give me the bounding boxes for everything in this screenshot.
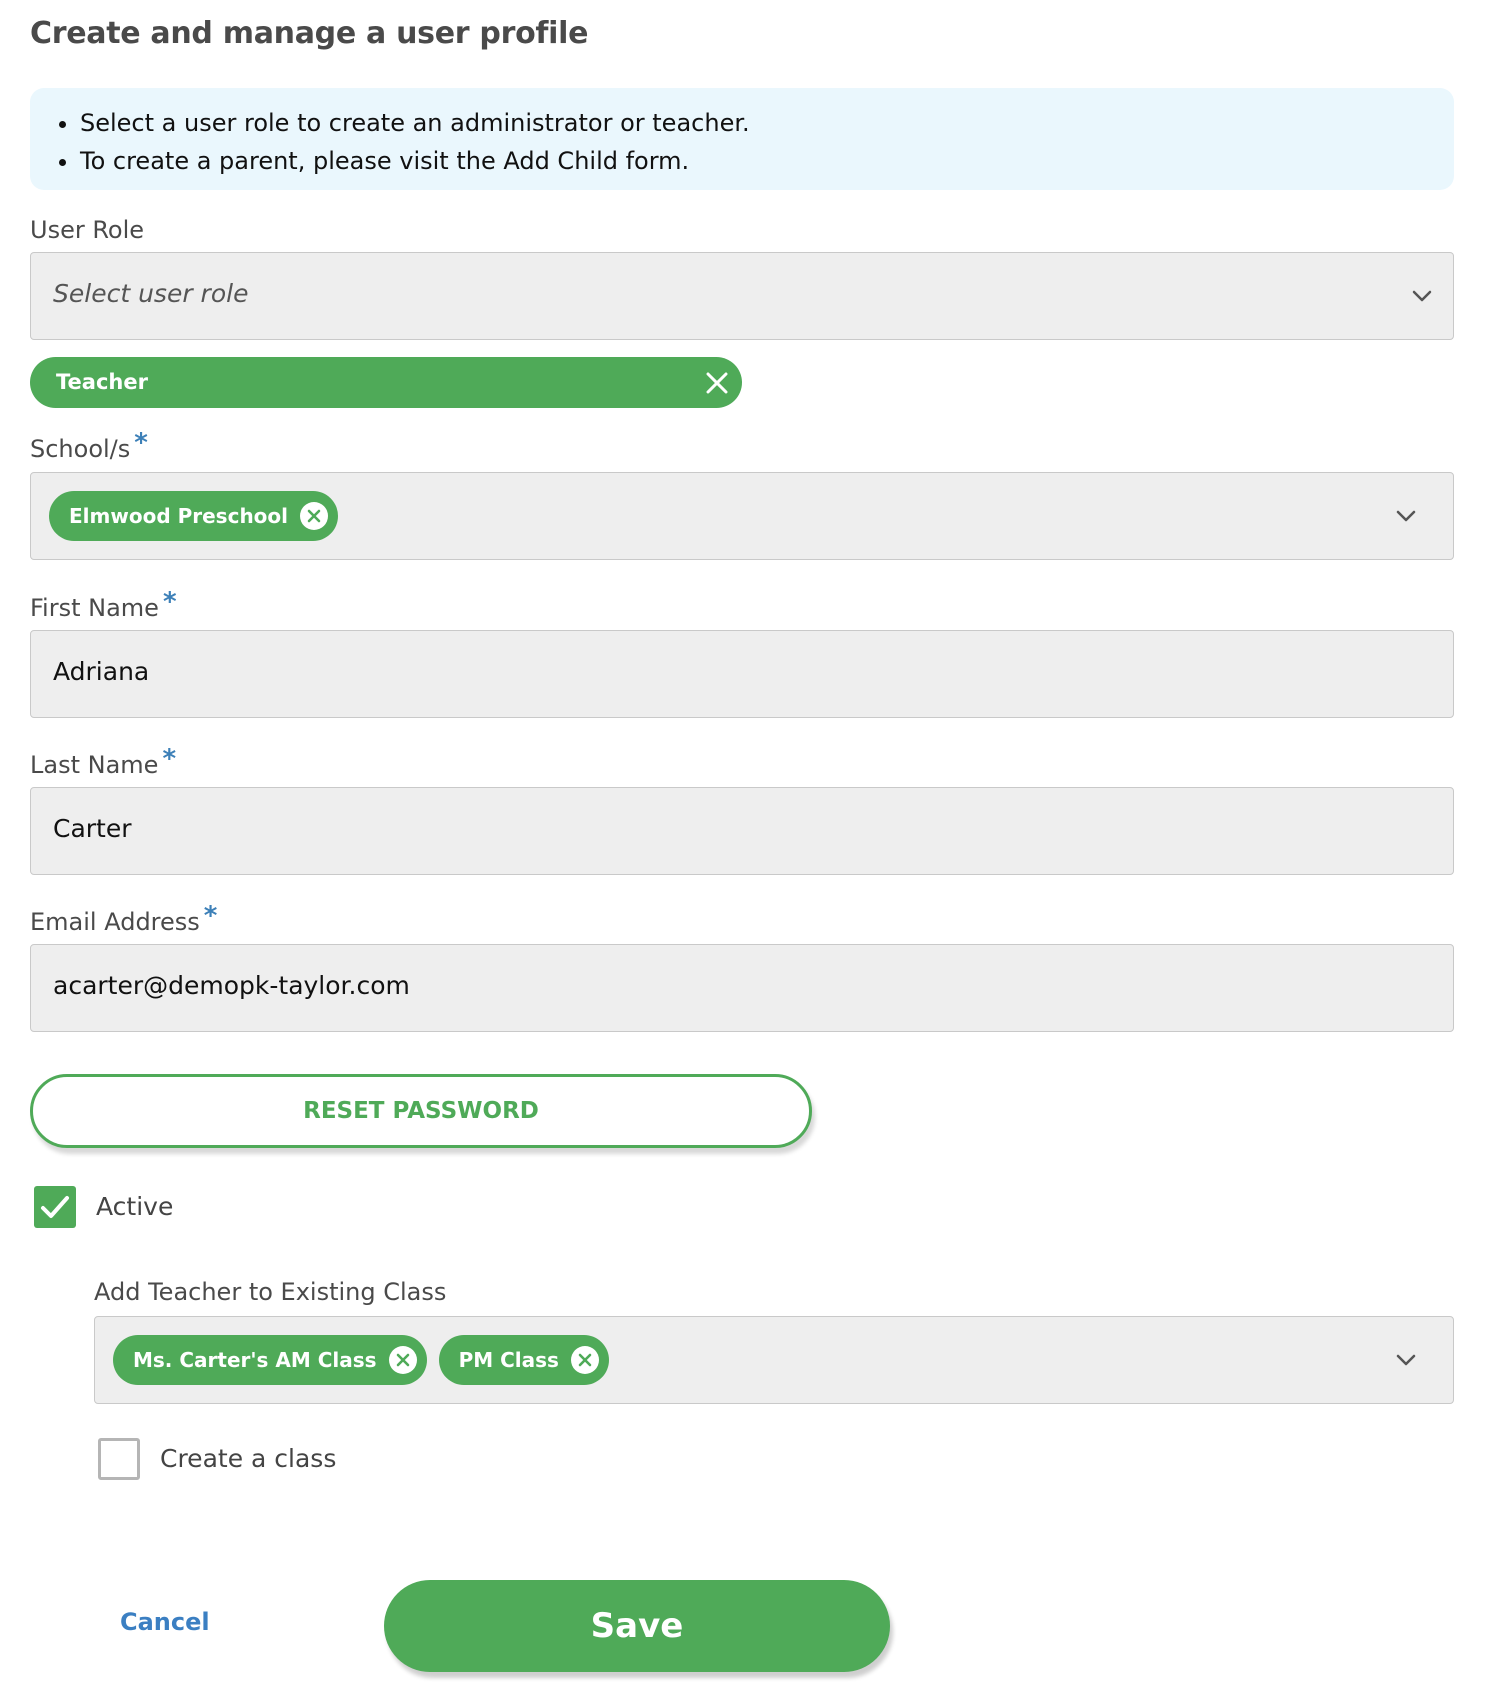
- first-name-field[interactable]: [30, 630, 1454, 718]
- check-icon: [34, 1186, 76, 1228]
- last-name-value: Carter: [53, 814, 132, 843]
- email-label: Email Address *: [30, 901, 218, 936]
- required-asterisk: *: [162, 744, 177, 774]
- create-class-checkbox[interactable]: [98, 1438, 140, 1480]
- school-chip: [49, 491, 338, 541]
- required-asterisk: *: [162, 587, 177, 617]
- info-box: [30, 88, 1454, 190]
- classes-select[interactable]: [94, 1316, 1454, 1404]
- chevron-down-icon: [1393, 1347, 1419, 1373]
- last-name-label: Last Name *: [30, 744, 177, 779]
- school-chip-label: Elmwood Preschool: [69, 504, 289, 528]
- chevron-down-icon: [1409, 283, 1435, 309]
- reset-password-button[interactable]: RESET PASSWORD: [30, 1074, 812, 1148]
- class-chip-label: Ms. Carter's AM Class: [133, 1348, 377, 1372]
- info-item: • Select a user role to create an administrator or teacher.: [80, 104, 1454, 142]
- user-role-select[interactable]: [30, 252, 1454, 340]
- page-title: Create and manage a user profile: [30, 16, 589, 51]
- schools-chip-list: [49, 491, 338, 541]
- classes-label: Add Teacher to Existing Class: [94, 1278, 447, 1306]
- schools-label: School/s *: [30, 428, 148, 463]
- cancel-button[interactable]: Cancel: [120, 1608, 210, 1636]
- class-chip: [113, 1335, 427, 1385]
- class-chip-label: PM Class: [458, 1348, 559, 1372]
- email-field[interactable]: [30, 944, 1454, 1032]
- user-role-placeholder: Select user role: [53, 279, 249, 308]
- chevron-down-icon: [1393, 503, 1419, 529]
- classes-chip-list: [113, 1335, 609, 1385]
- save-button[interactable]: Save: [384, 1580, 890, 1672]
- user-role-label: User Role: [30, 216, 145, 244]
- class-chip: [439, 1335, 609, 1385]
- close-icon[interactable]: [702, 368, 732, 398]
- role-chip-teacher: [30, 357, 742, 408]
- remove-chip-icon[interactable]: [300, 502, 328, 530]
- required-asterisk: *: [134, 428, 148, 458]
- first-name-label: First Name *: [30, 587, 177, 622]
- active-label: Active: [96, 1192, 174, 1221]
- remove-chip-icon[interactable]: [389, 1346, 417, 1374]
- info-item: • To create a parent, please visit the Add Child form.: [80, 142, 1454, 180]
- last-name-field[interactable]: [30, 787, 1454, 875]
- email-value: acarter@demopk-taylor.com: [53, 971, 410, 1000]
- role-chip-label: Teacher: [56, 370, 148, 394]
- active-checkbox[interactable]: [34, 1186, 76, 1228]
- create-class-label: Create a class: [160, 1444, 337, 1473]
- first-name-value: Adriana: [53, 657, 150, 686]
- schools-select[interactable]: [30, 472, 1454, 560]
- info-list: [56, 104, 1454, 180]
- required-asterisk: *: [203, 901, 218, 931]
- remove-chip-icon[interactable]: [571, 1346, 599, 1374]
